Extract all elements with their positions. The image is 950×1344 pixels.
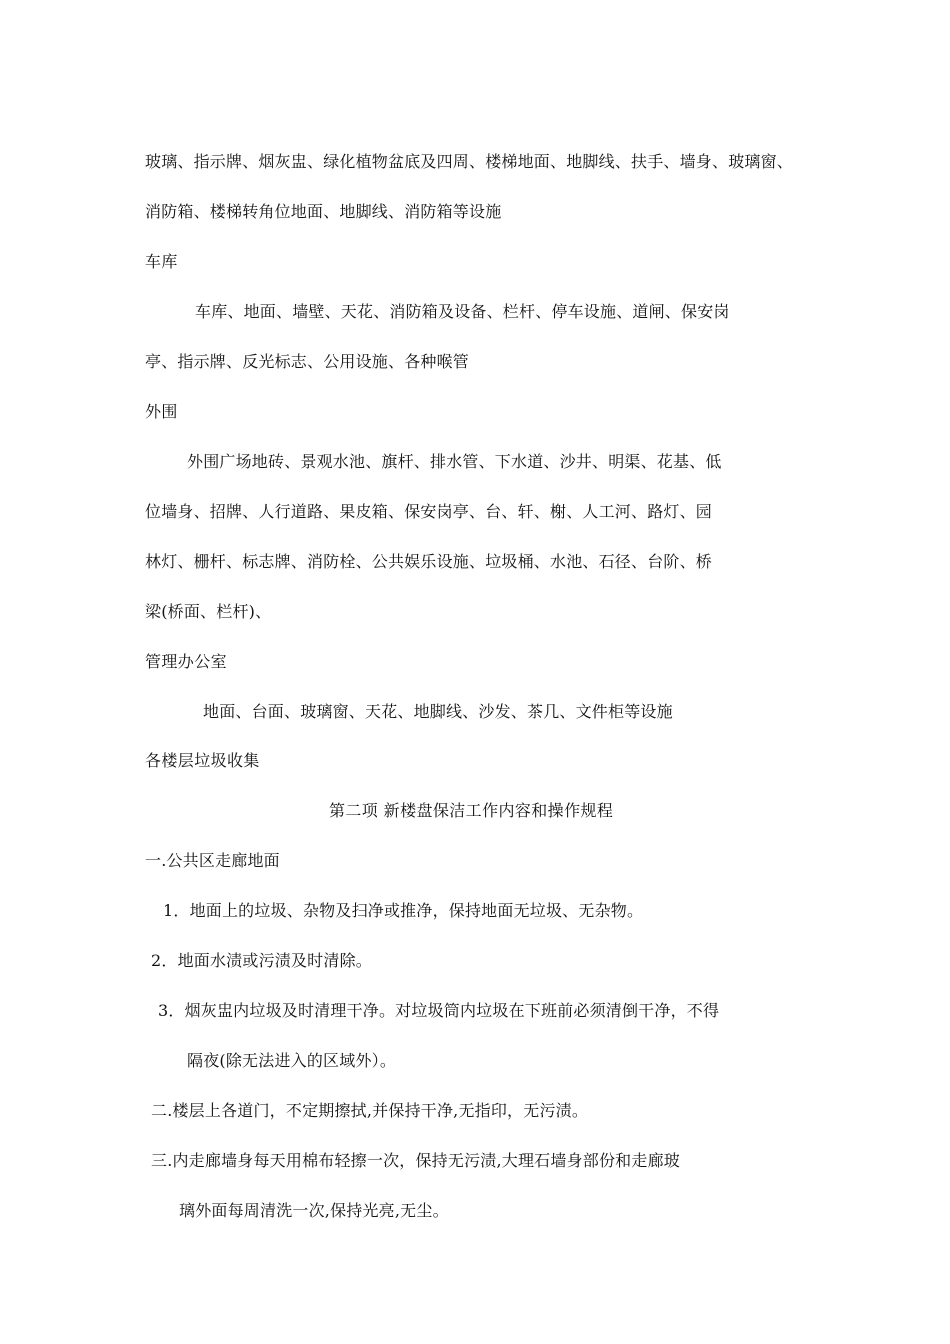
section-heading-garage: 车库 <box>145 252 178 271</box>
text-line-19: 隔夜(除无法进入的区域外）。 <box>187 1051 397 1070</box>
text-line-21: 三.内走廊墙身每天用棉布轻擦一次，保持无污渍,大理石墙身部份和走廊玻 <box>151 1151 680 1170</box>
page-title: 第二项 新楼盘保洁工作内容和操作规程 <box>329 801 614 820</box>
text-line-18: 3．烟灰盅内垃圾及时清理干净。对垃圾筒内垃圾在下班前必须清倒干净，不得 <box>158 1001 720 1020</box>
text-line-17: 2．地面水渍或污渍及时清除。 <box>151 951 372 970</box>
section-heading-perimeter: 外围 <box>145 402 178 421</box>
text-line-8: 位墙身、招牌、人行道路、果皮箱、保安岗亭、台、轩、榭、人工河、路灯、园 <box>145 502 713 521</box>
text-line-9: 林灯、栅杆、标志牌、消防栓、公共娱乐设施、垃圾桶、水池、石径、台阶、桥 <box>145 552 713 571</box>
text-line-10: 梁(桥面、栏杆)、 <box>145 602 272 621</box>
text-line-20: 二.楼层上各道门，不定期擦拭,并保持干净,无指印，无污渍。 <box>151 1101 589 1120</box>
text-line-2: 消防箱、楼梯转角位地面、地脚线、消防箱等设施 <box>145 202 502 221</box>
text-line-12: 地面、台面、玻璃窗、天花、地脚线、沙发、茶几、文件柜等设施 <box>203 702 673 721</box>
text-line-5: 亭、指示牌、反光标志、公用设施、各种喉管 <box>145 352 470 371</box>
text-line-22: 璃外面每周清洗一次,保持光亮,无尘。 <box>179 1201 449 1220</box>
text-line-15: 一.公共区走廊地面 <box>145 851 280 870</box>
text-line-16: 1．地面上的垃圾、杂物及扫净或推净，保持地面无垃圾、无杂物。 <box>163 901 644 920</box>
text-line-1: 玻璃、指示牌、烟灰盅、绿化植物盆底及四周、楼梯地面、地脚线、扶手、墙身、玻璃窗、 <box>145 152 794 171</box>
text-line-4: 车库、地面、墙壁、天花、消防箱及设备、栏杆、停车设施、道闸、保安岗 <box>195 302 730 321</box>
section-heading-garbage: 各楼层垃圾收集 <box>145 751 260 770</box>
section-heading-office: 管理办公室 <box>145 652 228 671</box>
text-line-7: 外围广场地砖、景观水池、旗杆、排水管、下水道、沙井、明渠、花基、低 <box>187 452 722 471</box>
